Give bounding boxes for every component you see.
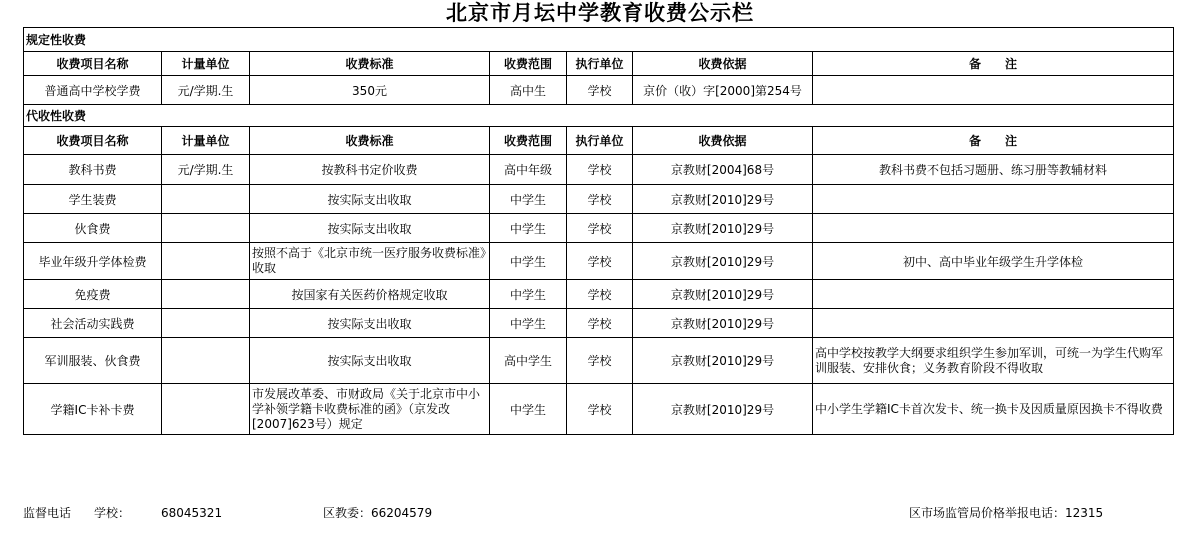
cell-standard: 按照不高于《北京市统一医疗服务收费标准》收取: [250, 243, 490, 280]
page-title: 北京市月坛中学教育收费公示栏: [446, 0, 754, 25]
cell-scope: 高中年级: [490, 155, 567, 185]
cell-scope: 中学生: [490, 384, 567, 435]
header-unit: 计量单位: [162, 127, 250, 155]
cell-basis: 京教财[2010]29号: [633, 185, 813, 214]
cell-note: 教科书费不包括习题册、练习册等教辅材料: [813, 155, 1174, 185]
table-row: [24, 76, 1174, 105]
table-row: [24, 384, 1174, 435]
cell-basis: 京教财[2010]29号: [633, 384, 813, 435]
cell-basis: 京教财[2004]68号: [633, 155, 813, 185]
cell-executor: 学校: [567, 243, 633, 280]
cell-basis: 京教财[2010]29号: [633, 338, 813, 384]
cell-note: [813, 214, 1174, 243]
cell-scope: 中学生: [490, 243, 567, 280]
cell-unit: [162, 243, 250, 280]
cell-basis: 京价（收）字[2000]第254号: [633, 76, 813, 105]
header-standard: 收费标准: [250, 52, 490, 76]
cell-standard: 按教科书定价收费: [250, 155, 490, 185]
supervision-label: 监督电话: [23, 506, 72, 520]
header-row: [24, 127, 1174, 155]
cell-basis: 京教财[2010]29号: [633, 243, 813, 280]
school-label: 学校：: [94, 506, 131, 520]
cell-standard: 按国家有关医药价格规定收取: [250, 280, 490, 309]
header-name: 收费项目名称: [24, 127, 162, 155]
cell-standard: 按实际支出收取: [250, 338, 490, 384]
section-row-regulated: [24, 28, 1174, 52]
cell-unit: 元/学期.生: [162, 76, 250, 105]
header-basis: 收费依据: [633, 52, 813, 76]
cell-basis: 京教财[2010]29号: [633, 214, 813, 243]
section-row-collected: [24, 105, 1174, 127]
cell-unit: [162, 214, 250, 243]
cell-note: 中小学生学籍IC卡首次发卡、统一换卡及因质量原因换卡不得收费: [813, 384, 1174, 435]
cell-unit: [162, 280, 250, 309]
cell-name: 毕业年级升学体检费: [24, 243, 162, 280]
cell-executor: 学校: [567, 185, 633, 214]
cell-unit: [162, 185, 250, 214]
school-phone: 68045321: [161, 506, 223, 520]
cell-scope: 中学生: [490, 185, 567, 214]
cell-note: [813, 309, 1174, 338]
cell-name: 学籍IC卡补卡费: [24, 384, 162, 435]
section-title: 代收性收费: [24, 105, 1174, 127]
cell-unit: [162, 338, 250, 384]
cell-basis: 京教财[2010]29号: [633, 309, 813, 338]
cell-note: 初中、高中毕业年级学生升学体检: [813, 243, 1174, 280]
header-unit: 计量单位: [162, 52, 250, 76]
cell-standard: 按实际支出收取: [250, 214, 490, 243]
cell-executor: 学校: [567, 280, 633, 309]
cell-unit: [162, 384, 250, 435]
table-row: [24, 214, 1174, 243]
district-phone: 区教委：66204579: [323, 506, 433, 520]
cell-scope: 中学生: [490, 280, 567, 309]
header-executor: 执行单位: [567, 52, 633, 76]
header-standard: 收费标准: [250, 127, 490, 155]
cell-name: 社会活动实践费: [24, 309, 162, 338]
cell-name: 教科书费: [24, 155, 162, 185]
cell-scope: 中学生: [490, 309, 567, 338]
cell-name: 免疫费: [24, 280, 162, 309]
cell-standard: 按实际支出收取: [250, 185, 490, 214]
cell-unit: 元/学期.生: [162, 155, 250, 185]
header-name: 收费项目名称: [24, 52, 162, 76]
cell-executor: 学校: [567, 214, 633, 243]
cell-executor: 学校: [567, 309, 633, 338]
cell-unit: [162, 309, 250, 338]
table-row: [24, 309, 1174, 338]
table-row: [24, 243, 1174, 280]
header-basis: 收费依据: [633, 127, 813, 155]
cell-scope: 高中生: [490, 76, 567, 105]
header-executor: 执行单位: [567, 127, 633, 155]
cell-basis: 京教财[2010]29号: [633, 280, 813, 309]
cell-executor: 学校: [567, 338, 633, 384]
table-row: [24, 155, 1174, 185]
cell-standard: 按实际支出收取: [250, 309, 490, 338]
cell-name: 学生装费: [24, 185, 162, 214]
cell-standard: 350元: [250, 76, 490, 105]
header-note: 备 注: [813, 52, 1174, 76]
cell-note: [813, 185, 1174, 214]
cell-scope: 高中学生: [490, 338, 567, 384]
cell-note: [813, 280, 1174, 309]
table-row: [24, 280, 1174, 309]
section-title: 规定性收费: [24, 28, 1174, 52]
cell-note: 高中学校按教学大纲要求组织学生参加军训，可统一为学生代购军训服装、安排伙食；义务教育阶段不得收取: [813, 338, 1174, 384]
table-row: [24, 185, 1174, 214]
cell-standard: 市发展改革委、市财政局《关于北京市中小学补领学籍卡收费标准的函》（京发改[2007]623号）规定: [250, 384, 490, 435]
table-row: [24, 338, 1174, 384]
cell-note: [813, 76, 1174, 105]
fee-table: [23, 27, 1174, 435]
cell-scope: 中学生: [490, 214, 567, 243]
market-report-phone: 区市场监管局价格举报电话：12315: [909, 506, 1104, 520]
cell-executor: 学校: [567, 155, 633, 185]
cell-name: 普通高中学校学费: [24, 76, 162, 105]
cell-executor: 学校: [567, 384, 633, 435]
header-scope: 收费范围: [490, 127, 567, 155]
cell-name: 伙食费: [24, 214, 162, 243]
header-row: [24, 52, 1174, 76]
cell-executor: 学校: [567, 76, 633, 105]
header-scope: 收费范围: [490, 52, 567, 76]
header-note: 备 注: [813, 127, 1174, 155]
cell-name: 军训服装、伙食费: [24, 338, 162, 384]
